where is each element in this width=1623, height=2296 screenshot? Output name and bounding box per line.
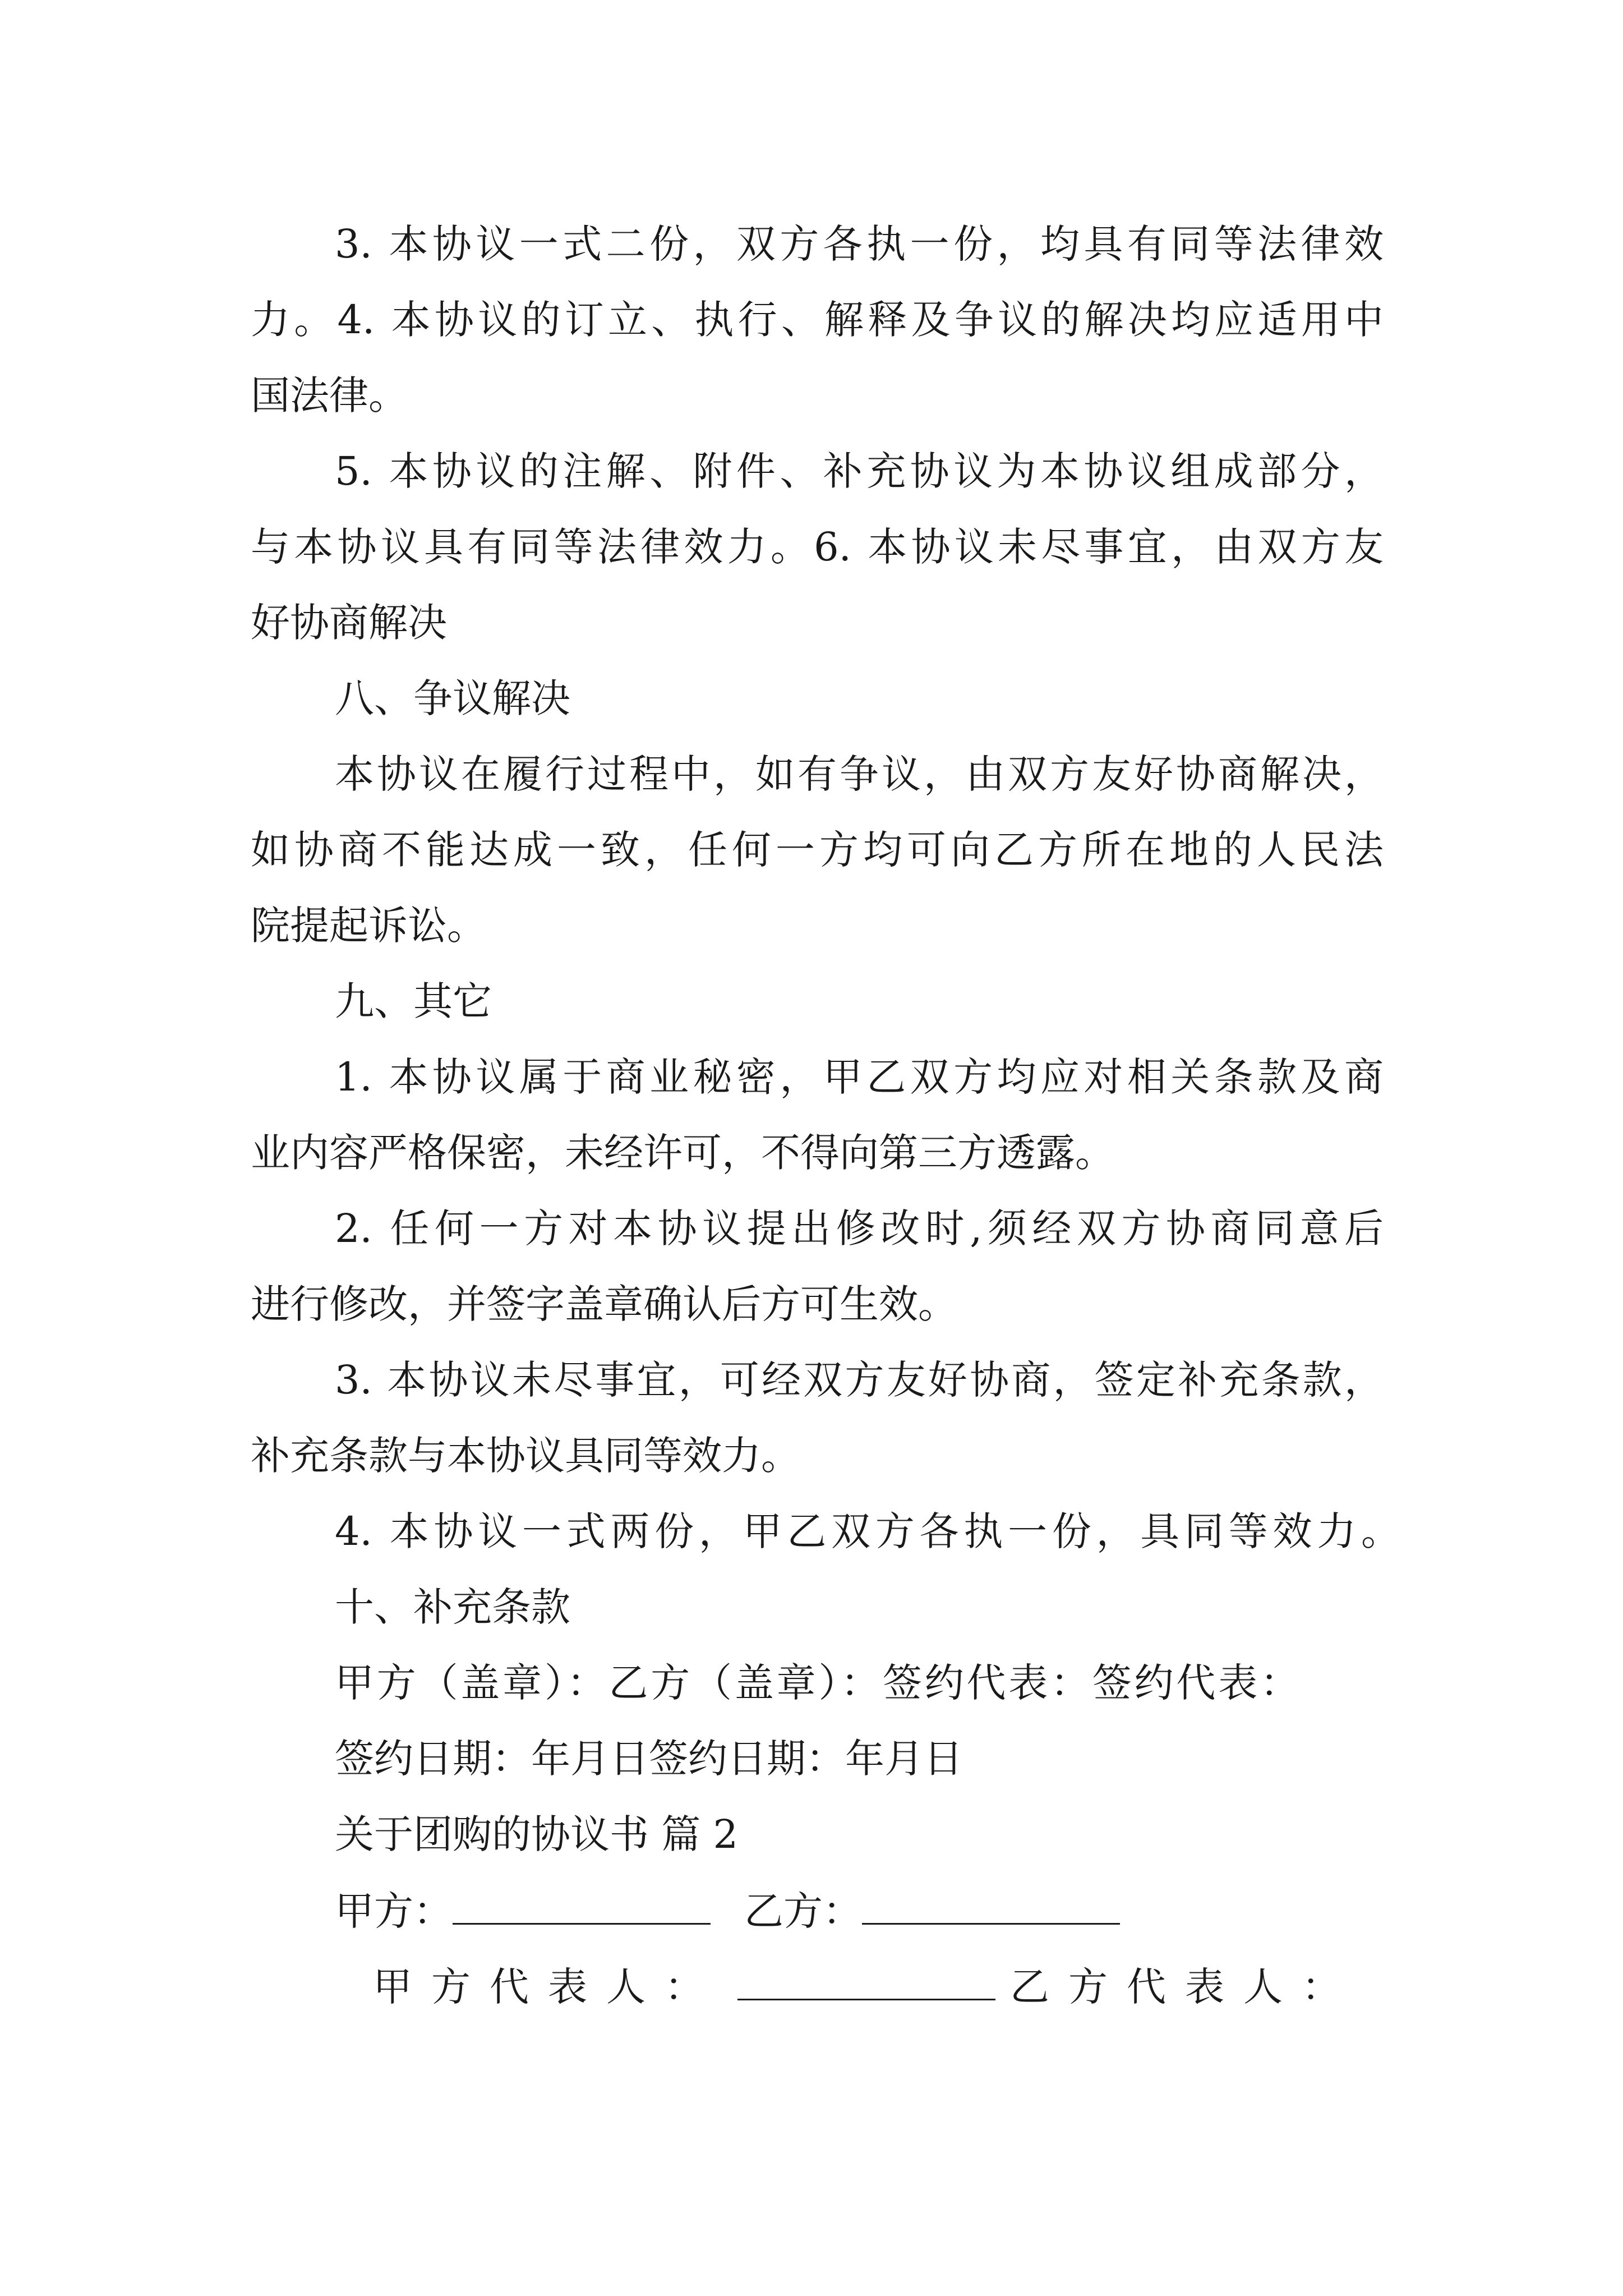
- other-1-line-2: 业内容严格保密，未经许可，不得向第三方透露。: [251, 1130, 1114, 1176]
- clause-3-line-2: 力。4. 本协议的订立、执行、解释及争议的解决均应适用中: [251, 297, 1384, 343]
- party-row: [335, 1888, 1120, 1934]
- rep-b-label: 乙方代表人：: [1010, 1964, 1360, 2010]
- rep-a-label: 甲方代表人：: [373, 1964, 723, 2010]
- rep-a-blank: [737, 1966, 995, 2000]
- other-1-line-1: 1. 本协议属于商业秘密，甲乙双方均应对相关条款及商: [335, 1054, 1384, 1100]
- other-2-line-2: 进行修改，并签字盖章确认后方可生效。: [251, 1281, 957, 1327]
- other-2-line-1: 2. 任何一方对本协议提出修改时,须经双方协商同意后: [335, 1205, 1384, 1251]
- party-a-label: 甲方：: [335, 1888, 453, 1934]
- clause-5-line-1: 5. 本协议的注解、附件、补充协议为本协议组成部分，: [335, 448, 1384, 494]
- signing-date-line: 签约日期：年月日签约日期：年月日: [335, 1736, 963, 1782]
- section-heading-8: 八、争议解决: [335, 675, 570, 721]
- clause-5-line-3: 好协商解决: [251, 600, 447, 646]
- section-heading-9: 九、其它: [335, 978, 492, 1024]
- signature-line: 甲方（盖章）：乙方（盖章）：签约代表：签约代表：: [335, 1660, 1299, 1706]
- dispute-line-2: 如协商不能达成一致，任何一方均可向乙方所在地的人民法: [251, 827, 1384, 873]
- other-3-line-2: 补充条款与本协议具同等效力。: [251, 1433, 800, 1479]
- party-b-label: 乙方：: [744, 1888, 862, 1934]
- party-b-blank: [862, 1890, 1120, 1925]
- clause-5-line-2: 与本协议具有同等法律效力。6. 本协议未尽事宜，由双方友: [251, 524, 1384, 570]
- section-heading-10: 十、补充条款: [335, 1584, 570, 1630]
- clause-3-line-3: 国法律。: [251, 372, 408, 418]
- other-3-line-1: 3. 本协议未尽事宜，可经双方友好协商，签定补充条款，: [335, 1357, 1384, 1403]
- dispute-line-1: 本协议在履行过程中，如有争议，由双方友好协商解决，: [335, 751, 1384, 797]
- party-a-blank: [453, 1890, 711, 1925]
- agreement-2-title: 关于团购的协议书 篇 2: [335, 1811, 739, 1857]
- clause-3-line-1: 3. 本协议一式二份，双方各执一份，均具有同等法律效: [335, 221, 1384, 267]
- representative-row: [373, 1964, 1360, 2010]
- other-4-line-1: 4. 本协议一式两份，甲乙双方各执一份，具同等效力。: [335, 1508, 1400, 1554]
- dispute-line-3: 院提起诉讼。: [251, 903, 486, 949]
